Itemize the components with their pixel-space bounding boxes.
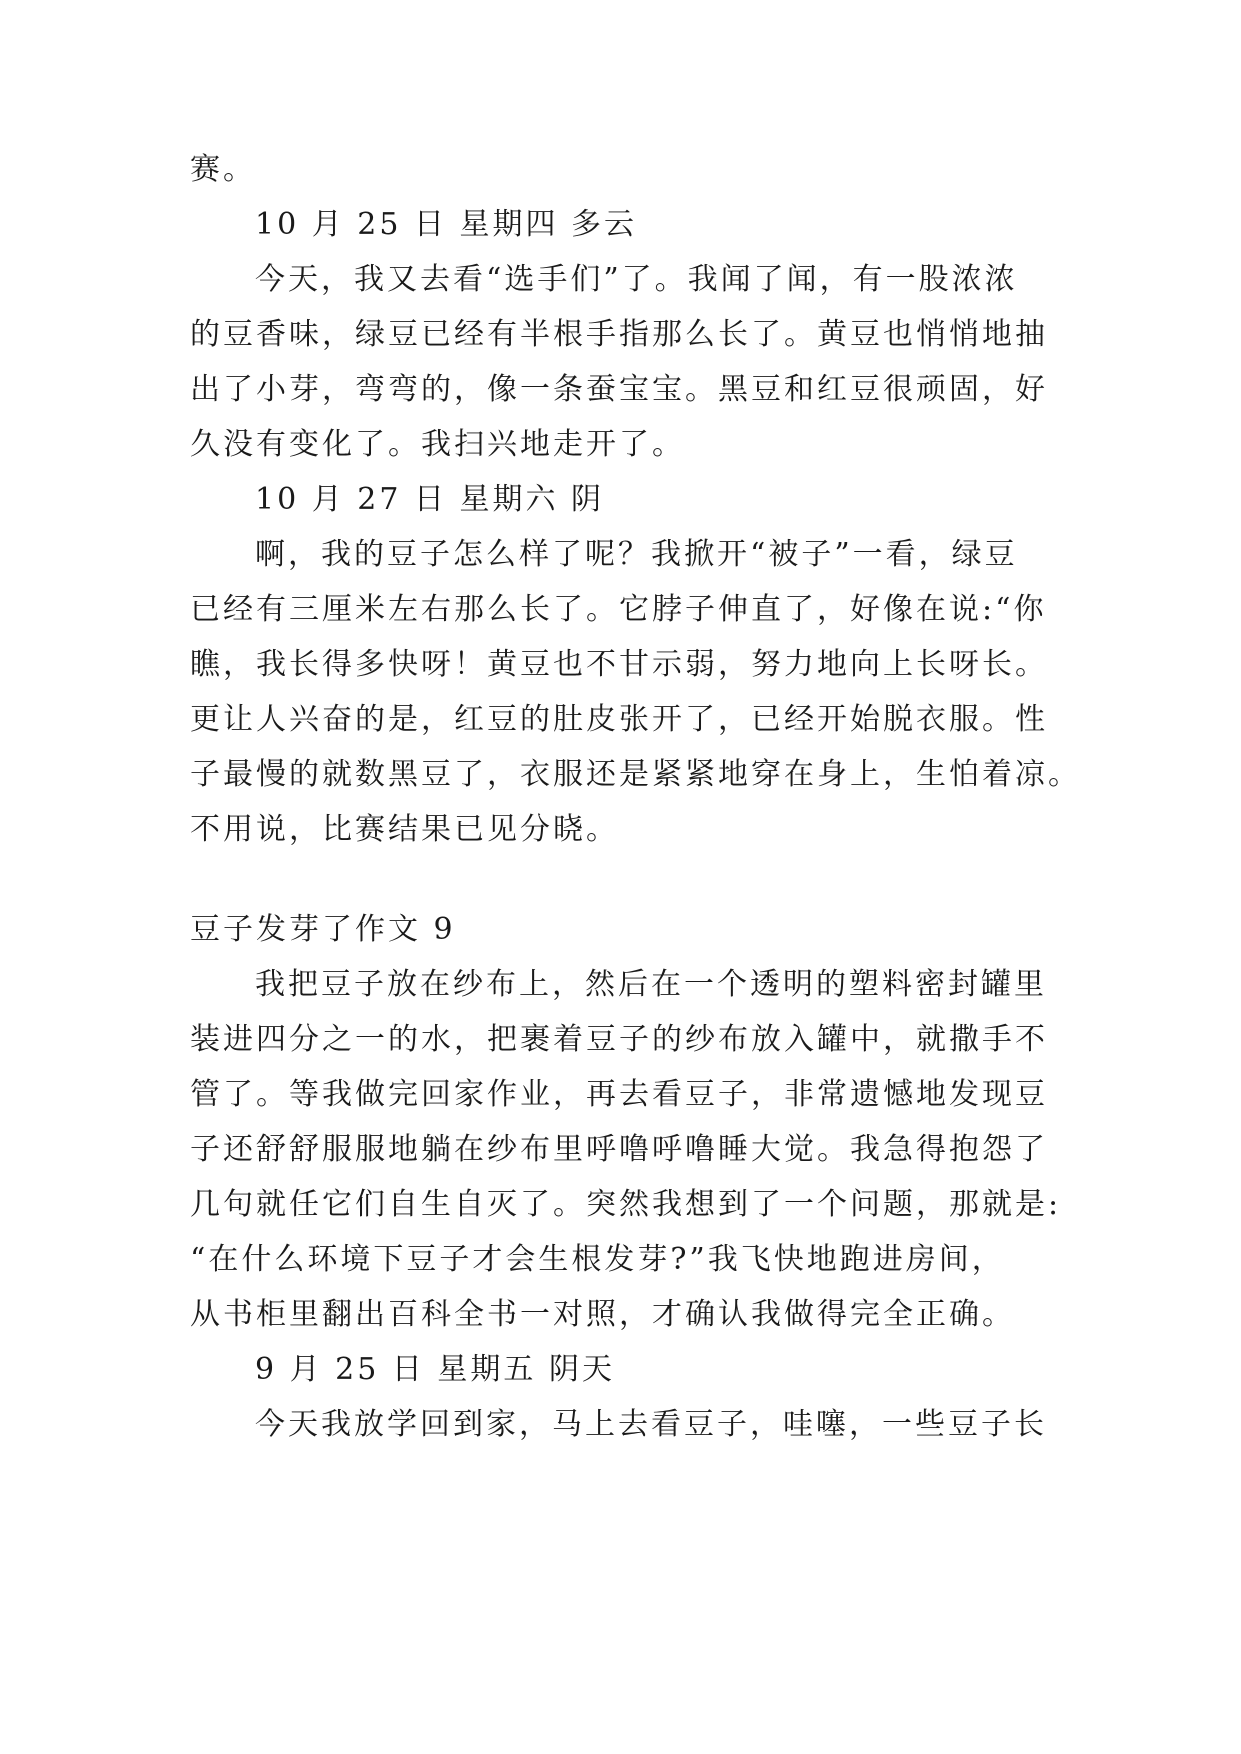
paragraph-line: 更让人兴奋的是，红豆的肚皮张开了，已经开始脱衣服。性 [190, 702, 1048, 737]
paragraph-line: 管了。等我做完回家作业，再去看豆子，非常遗憾地发现豆 [190, 1077, 1048, 1112]
date-heading: 10 月 25 日 星期四 多云 [255, 207, 638, 242]
paragraph-line: 今天，我又去看“选手们”了。我闻了闻，有一股浓浓 [255, 262, 1018, 297]
paragraph-line: 出了小芽，弯弯的，像一条蚕宝宝。黑豆和红豆很顽固，好 [190, 372, 1048, 407]
paragraph-line: 从书柜里翻出百科全书一对照，才确认我做得完全正确。 [190, 1297, 1015, 1332]
date-heading: 10 月 27 日 星期六 阴 [255, 482, 605, 517]
paragraph-line: 已经有三厘米左右那么长了。它脖子伸直了，好像在说:“你 [190, 592, 1047, 627]
paragraph-line: 瞧，我长得多快呀！黄豆也不甘示弱，努力地向上长呀长。 [190, 647, 1048, 682]
paragraph-line: 几句就任它们自生自灭了。突然我想到了一个问题，那就是: [190, 1187, 1062, 1222]
paragraph-line: 今天我放学回到家，马上去看豆子，哇噻，一些豆子长 [255, 1407, 1047, 1442]
paragraph-line: 久没有变化了。我扫兴地走开了。 [190, 427, 685, 462]
paragraph-line: “在什么环境下豆子才会生根发芽?”我飞快地跑进房间， [190, 1242, 1005, 1277]
paragraph-line: 的豆香味，绿豆已经有半根手指那么长了。黄豆也悄悄地抽 [190, 317, 1048, 352]
paragraph-line: 我把豆子放在纱布上，然后在一个透明的塑料密封罐里 [255, 967, 1047, 1002]
paragraph-line: 子最慢的就数黑豆了，衣服还是紧紧地穿在身上，生怕着凉。 [190, 757, 1081, 792]
paragraph-line: 赛。 [190, 152, 256, 187]
paragraph-line: 子还舒舒服服地躺在纱布里呼噜呼噜睡大觉。我急得抱怨了 [190, 1132, 1048, 1167]
section-title: 豆子发芽了作文 9 [190, 912, 456, 947]
paragraph-line: 不用说，比赛结果已见分晓。 [190, 812, 619, 847]
date-heading: 9 月 25 日 星期五 阴天 [255, 1352, 615, 1387]
paragraph-line: 啊，我的豆子怎么样了呢？我掀开“被子”一看，绿豆 [255, 537, 1018, 572]
paragraph-line: 装进四分之一的水，把裹着豆子的纱布放入罐中，就撒手不 [190, 1022, 1048, 1057]
